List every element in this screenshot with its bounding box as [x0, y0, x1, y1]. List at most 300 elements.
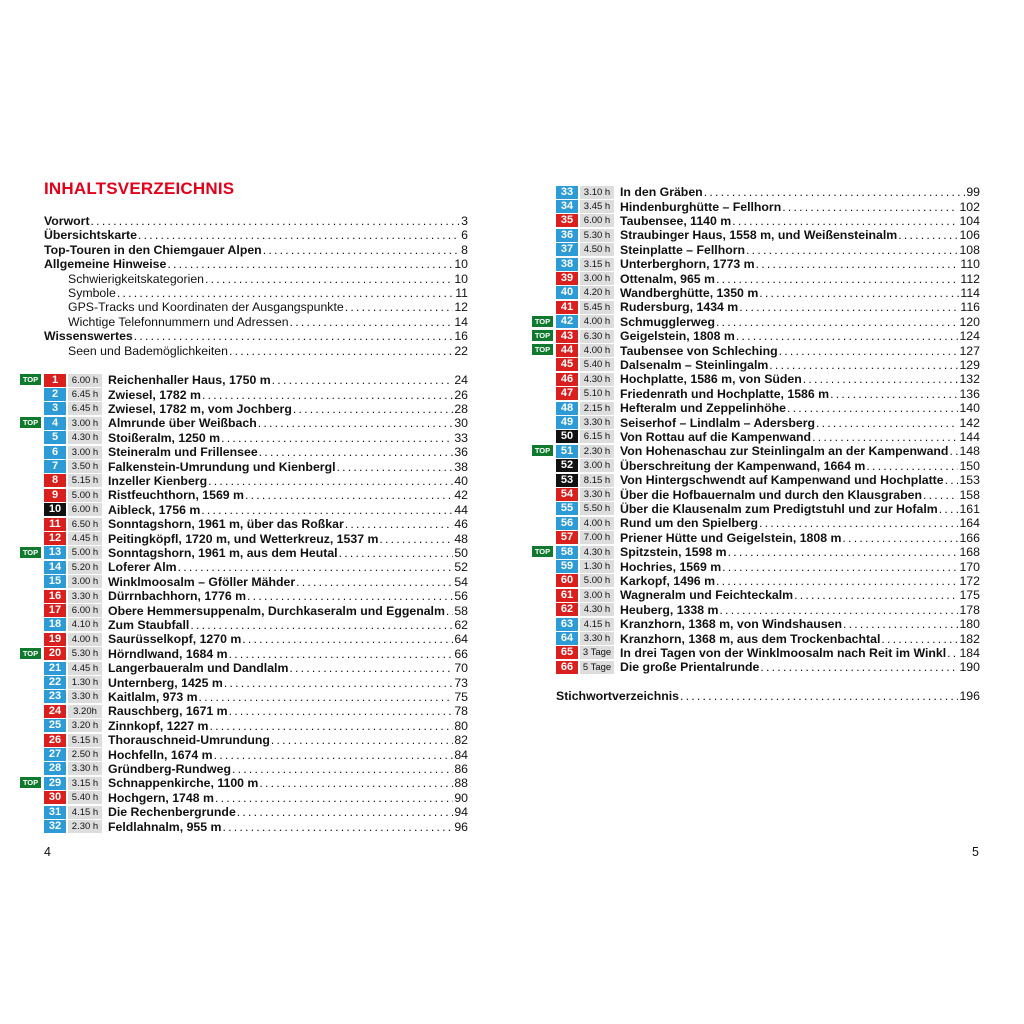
tour-page: 148	[959, 444, 980, 459]
title: INHALTSVERZEICHNIS	[44, 179, 235, 198]
tour-duration: 6.00 h	[68, 503, 102, 516]
tour-duration: 4.10 h	[68, 618, 102, 631]
toc-entry-page: 6	[461, 228, 468, 243]
leader-dots	[866, 459, 958, 473]
tour-page: 120	[959, 314, 980, 329]
tour-page: 180	[959, 617, 980, 632]
tour-duration: 3.00 h	[580, 459, 614, 472]
tour-duration: 5.10 h	[580, 387, 614, 400]
leader-dots	[379, 532, 453, 546]
tour-entry[interactable]	[556, 401, 980, 415]
tour-entry[interactable]	[22, 545, 468, 560]
tour-entry[interactable]	[44, 805, 468, 819]
tour-entry[interactable]	[556, 459, 980, 473]
leader-dots	[117, 286, 454, 300]
tour-duration: 3.00 h	[68, 446, 102, 459]
tour-page: 182	[959, 631, 980, 646]
tour-page: 136	[959, 386, 980, 401]
tour-entry[interactable]	[44, 762, 468, 776]
tour-entry[interactable]	[556, 358, 980, 372]
tour-number: 42	[556, 315, 578, 328]
leader-dots	[202, 388, 453, 402]
leader-dots	[736, 329, 959, 343]
tour-entry[interactable]	[44, 733, 468, 747]
tour-title: Obere Hemmersuppenalm, Durchkaseralm und Eggenalm	[108, 603, 445, 618]
tour-entry[interactable]	[44, 387, 468, 401]
tour-page: 44	[454, 502, 468, 517]
tour-page: 164	[959, 516, 980, 531]
tour-duration: 5.00 h	[68, 546, 102, 559]
tour-entry[interactable]	[534, 545, 980, 560]
leader-dots	[339, 546, 454, 560]
toc-entry-title: Allgemeine Hinweise	[44, 257, 167, 272]
tour-page: 184	[959, 645, 980, 660]
tour-title: In drei Tagen von der Winklmoosalm nach Reit im Winkl	[620, 645, 947, 660]
tour-title: Von Rottau auf die Kampenwand	[620, 429, 812, 444]
leader-dots	[680, 689, 958, 703]
leader-dots	[759, 516, 958, 530]
leader-dots	[756, 257, 960, 271]
tour-title: Hochplatte, 1586 m, von Süden	[620, 372, 802, 387]
tour-entry[interactable]	[44, 791, 468, 805]
tour-title: Von Hohenaschau zur Steinlingalm an der Kampenwand	[620, 444, 949, 459]
tour-title: Die große Prientalrunde	[620, 660, 760, 675]
tour-page: 96	[454, 819, 468, 834]
tour-page: 86	[454, 761, 468, 776]
tour-duration: 3.20h	[68, 705, 102, 718]
tour-page: 38	[454, 459, 468, 474]
leader-dots	[208, 474, 453, 488]
tour-page: 75	[454, 689, 468, 704]
tour-entry[interactable]	[44, 503, 468, 517]
tour-page: 110	[960, 257, 980, 272]
tour-number: 1	[44, 374, 66, 387]
tour-entry[interactable]	[44, 819, 468, 833]
tour-entry[interactable]	[44, 675, 468, 689]
tour-entry[interactable]	[44, 560, 468, 574]
tour-duration: 5.15 h	[68, 474, 102, 487]
tour-number: 10	[44, 503, 66, 516]
toc-entry[interactable]	[68, 344, 468, 358]
top-badge: TOP	[532, 546, 553, 557]
tour-duration: 3.00 h	[68, 417, 102, 430]
tour-number: 22	[44, 676, 66, 689]
tour-number: 14	[44, 561, 66, 574]
tour-number: 6	[44, 446, 66, 459]
page-number-right: 5	[972, 845, 979, 859]
tour-title: Hochfelln, 1674 m	[108, 747, 213, 762]
leader-dots	[716, 574, 958, 588]
tour-duration: 3.30 h	[68, 690, 102, 703]
tour-number: 66	[556, 661, 578, 674]
tour-entry[interactable]	[556, 199, 980, 213]
tour-duration: 4.45 h	[68, 532, 102, 545]
tour-number: 36	[556, 229, 578, 242]
leader-dots	[843, 617, 959, 631]
leader-dots	[739, 300, 959, 314]
tour-entry[interactable]	[44, 531, 468, 545]
tour-number: 30	[44, 791, 66, 804]
tour-title: Kaitlalm, 973 m	[108, 689, 198, 704]
tour-entry[interactable]	[556, 502, 980, 516]
tour-entry[interactable]	[44, 603, 468, 617]
toc-entry[interactable]	[44, 329, 468, 343]
tour-number: 50	[556, 430, 578, 443]
tour-entry[interactable]	[556, 243, 980, 257]
tour-title: Rund um den Spielberg	[620, 516, 759, 531]
top-badge: TOP	[20, 374, 41, 385]
index-entry[interactable]	[556, 689, 980, 703]
tour-duration: 3.30 h	[580, 488, 614, 501]
tour-title: Feldlahnalm, 955 m	[108, 819, 222, 834]
tour-entry[interactable]	[44, 704, 468, 718]
leader-dots	[345, 300, 454, 314]
tour-number: 16	[44, 590, 66, 603]
tour-number: 12	[44, 532, 66, 545]
tour-page: 102	[959, 199, 980, 214]
tour-number: 23	[44, 690, 66, 703]
tour-entry[interactable]	[556, 617, 980, 631]
tour-page: 178	[959, 602, 980, 617]
tour-entry[interactable]	[44, 661, 468, 675]
tour-duration: 5.20 h	[68, 561, 102, 574]
leader-dots	[842, 531, 958, 545]
toc-entry-title: Vorwort	[44, 213, 90, 228]
tour-entry[interactable]	[556, 603, 980, 617]
leader-dots	[237, 805, 454, 819]
leader-dots	[272, 373, 454, 387]
tour-number: 39	[556, 272, 578, 285]
toc-entry-title: GPS-Tracks und Koordinaten der Ausgangspunkte	[68, 300, 344, 315]
leader-dots	[215, 791, 453, 805]
tour-title: Inzeller Kienberg	[108, 473, 208, 488]
tour-number: 59	[556, 560, 578, 573]
tour-page: 58	[454, 603, 468, 618]
tour-title: Über die Hofbauernalm und durch den Klausgraben	[620, 487, 922, 502]
tour-entry[interactable]	[44, 488, 468, 502]
leader-dots	[259, 776, 453, 790]
tour-title: Langerbaueralm und Dandlalm	[108, 661, 289, 676]
tour-number: 7	[44, 460, 66, 473]
tour-title: Von Hintergschwendt auf Kampenwand und Hochplatte	[620, 473, 944, 488]
tour-number: 35	[556, 214, 578, 227]
toc-entry[interactable]	[44, 243, 468, 257]
leader-dots	[263, 243, 460, 257]
tour-entry[interactable]	[556, 531, 980, 545]
tour-duration: 5.40 h	[580, 358, 614, 371]
tour-entry[interactable]	[22, 416, 468, 431]
tour-duration: 2.15 h	[580, 402, 614, 415]
tour-entry[interactable]	[556, 574, 980, 588]
leader-dots	[229, 704, 454, 718]
toc-entry-page: 12	[454, 300, 468, 315]
tour-number: 33	[556, 186, 578, 199]
tour-number: 9	[44, 489, 66, 502]
tour-duration: 7.00 h	[580, 531, 614, 544]
tour-entry[interactable]	[44, 459, 468, 473]
top-badge: TOP	[20, 777, 41, 788]
tour-entry[interactable]	[556, 286, 980, 300]
leader-dots	[259, 445, 454, 459]
leader-dots	[794, 588, 958, 602]
tour-entry[interactable]	[534, 343, 980, 358]
leader-dots	[134, 329, 454, 343]
leader-dots	[779, 344, 959, 358]
tour-title: Spitzstein, 1598 m	[620, 545, 727, 560]
tour-number: 8	[44, 474, 66, 487]
tour-entry[interactable]	[534, 444, 980, 459]
page-number-left: 4	[44, 845, 51, 859]
tour-title: Rudersburg, 1434 m	[620, 300, 739, 315]
tour-duration: 6.45 h	[68, 388, 102, 401]
tour-title: Taubensee, 1140 m	[620, 213, 732, 228]
tour-entry[interactable]	[556, 372, 980, 386]
leader-dots	[245, 488, 453, 502]
tour-duration: 6.00 h	[68, 374, 102, 387]
tour-page: 166	[959, 530, 980, 545]
toc-entry-title: Übersichtskarte	[44, 228, 137, 243]
leader-dots	[939, 502, 959, 516]
toc-entry[interactable]	[68, 315, 468, 329]
tour-duration: 6.50 h	[68, 518, 102, 531]
tour-page: 114	[960, 285, 980, 300]
tour-entry[interactable]	[22, 776, 468, 791]
tour-duration: 1.30 h	[68, 676, 102, 689]
leader-dots	[289, 661, 453, 675]
tour-number: 4	[44, 417, 66, 430]
tour-number: 47	[556, 387, 578, 400]
index-title: Stichwortverzeichnis	[556, 688, 680, 703]
tour-entry[interactable]	[44, 402, 468, 416]
tour-title: Zwiesel, 1782 m, vom Jochberg	[108, 401, 292, 416]
tour-page: 112	[960, 271, 980, 286]
toc-entry-title: Schwierigkeitskategorien	[68, 271, 205, 286]
tour-duration: 3.15 h	[580, 258, 614, 271]
tour-number: 53	[556, 474, 578, 487]
tour-number: 28	[44, 762, 66, 775]
tour-entry[interactable]	[44, 719, 468, 733]
tour-entry[interactable]	[556, 588, 980, 602]
tour-title: Dürrnbachhorn, 1776 m	[108, 589, 247, 604]
tour-entry[interactable]	[44, 632, 468, 646]
tour-entry[interactable]	[556, 631, 980, 645]
leader-dots	[199, 690, 454, 704]
leader-dots	[138, 228, 460, 242]
tour-number: 46	[556, 373, 578, 386]
toc-entry-page: 10	[454, 271, 468, 286]
tour-page: 90	[454, 790, 468, 805]
toc-entry[interactable]	[44, 228, 468, 242]
tour-number: 55	[556, 502, 578, 515]
tour-title: Thorauschneid-Umrundung	[108, 733, 270, 748]
tour-number: 48	[556, 402, 578, 415]
tour-page: 33	[454, 430, 468, 445]
tour-entry[interactable]	[44, 690, 468, 704]
tour-title: In den Gräben	[620, 185, 703, 200]
tour-number: 3	[44, 402, 66, 415]
tour-entry[interactable]	[44, 575, 468, 589]
tour-duration: 3.30 h	[580, 632, 614, 645]
toc-entry-page: 14	[454, 314, 468, 329]
tour-entry[interactable]	[44, 589, 468, 603]
tour-page: 52	[454, 560, 468, 575]
tour-title: Rauschberg, 1671 m	[108, 704, 228, 719]
toc-entry-title: Seen und Bademöglichkeiten	[68, 343, 228, 358]
tour-title: Sonntagshorn, 1961 m, über das Roßkar	[108, 517, 344, 532]
leader-dots	[923, 488, 958, 502]
tour-title: Unterberghorn, 1773 m	[620, 257, 755, 272]
toc-entry[interactable]	[68, 272, 468, 286]
tour-page: 64	[454, 632, 468, 647]
tour-entry[interactable]	[556, 387, 980, 401]
tour-title: Überschreitung der Kampenwand, 1664 m	[620, 458, 866, 473]
leader-dots	[719, 603, 958, 617]
tour-entry[interactable]	[556, 430, 980, 444]
tour-number: 13	[44, 546, 66, 559]
tour-entry[interactable]	[556, 559, 980, 573]
leader-dots	[949, 444, 958, 458]
tour-title: Schmugglerweg	[620, 314, 715, 329]
tour-entry[interactable]	[556, 473, 980, 487]
tour-title: Sonntagshorn, 1961 m, aus dem Heutal	[108, 545, 338, 560]
tour-entry[interactable]	[534, 314, 980, 329]
tour-entry[interactable]	[556, 214, 980, 228]
tour-entry[interactable]	[44, 517, 468, 531]
tour-title: Wagneralm und Feichteckalm	[620, 588, 794, 603]
tour-page: 127	[959, 343, 980, 358]
tour-entry[interactable]	[22, 373, 468, 388]
leader-dots	[221, 431, 453, 445]
tour-entry[interactable]	[44, 747, 468, 761]
tour-title: Zinnkopf, 1227 m	[108, 718, 209, 733]
leader-dots	[178, 560, 454, 574]
tour-entry[interactable]	[556, 516, 980, 530]
leader-dots	[247, 589, 453, 603]
toc-entry[interactable]	[68, 300, 468, 314]
tour-duration: 4.00 h	[68, 633, 102, 646]
tour-duration: 5.45 h	[580, 301, 614, 314]
tour-number: 56	[556, 517, 578, 530]
tour-title: Ristfeuchthorn, 1569 m	[108, 488, 244, 503]
tour-number: 61	[556, 589, 578, 602]
toc-entry[interactable]	[44, 257, 468, 271]
toc-entry[interactable]	[68, 286, 468, 300]
tour-title: Stoißeralm, 1250 m	[108, 430, 221, 445]
leader-dots	[812, 430, 958, 444]
tour-number: 45	[556, 358, 578, 371]
tour-number: 20	[44, 647, 66, 660]
tour-entry[interactable]	[22, 646, 468, 661]
tour-page: 26	[454, 387, 468, 402]
tour-page: 170	[959, 559, 980, 574]
tour-number: 58	[556, 546, 578, 559]
tour-entry[interactable]	[556, 660, 980, 674]
tour-page: 42	[454, 488, 468, 503]
tour-title: Heuberg, 1338 m	[620, 602, 719, 617]
tour-entry[interactable]	[556, 257, 980, 271]
leader-dots	[222, 820, 453, 834]
tour-duration: 2.30 h	[580, 445, 614, 458]
tour-title: Almrunde über Weißbach	[108, 416, 257, 431]
tour-entry[interactable]	[556, 228, 980, 242]
tour-entry[interactable]	[556, 185, 980, 199]
tour-number: 17	[44, 604, 66, 617]
tour-number: 43	[556, 330, 578, 343]
tour-number: 44	[556, 344, 578, 357]
tour-title: Steineralm und Frillensee	[108, 445, 258, 460]
leader-dots	[803, 372, 959, 386]
tour-page: 48	[454, 531, 468, 546]
tour-entry[interactable]	[44, 431, 468, 445]
leader-dots	[209, 719, 453, 733]
tour-page: 66	[454, 646, 468, 661]
tour-title: Taubensee von Schleching	[620, 343, 778, 358]
leader-dots	[722, 560, 958, 574]
leader-dots	[190, 618, 453, 632]
leader-dots	[881, 632, 958, 646]
tour-entry[interactable]	[556, 646, 980, 660]
tour-duration: 3.15 h	[68, 777, 102, 790]
toc-entry-page: 3	[461, 213, 468, 228]
tour-entry[interactable]	[556, 415, 980, 429]
tour-duration: 4.45 h	[68, 662, 102, 675]
tour-title: Wandberghütte, 1350 m	[620, 285, 759, 300]
tour-duration: 3.10 h	[580, 186, 614, 199]
toc-entry-page: 16	[454, 329, 468, 344]
tour-page: 104	[959, 213, 980, 228]
tour-entry[interactable]	[534, 329, 980, 344]
tour-entry[interactable]	[556, 271, 980, 285]
tour-number: 18	[44, 618, 66, 631]
tour-title: Die Rechenbergrunde	[108, 805, 236, 820]
top-badge: TOP	[532, 445, 553, 456]
tour-number: 27	[44, 748, 66, 761]
tour-number: 31	[44, 806, 66, 819]
leader-dots	[232, 762, 453, 776]
leader-dots	[945, 473, 959, 487]
tour-page: 78	[454, 704, 468, 719]
tour-page: 36	[454, 445, 468, 460]
tour-page: 108	[959, 242, 980, 257]
tour-entry[interactable]	[44, 618, 468, 632]
tour-duration: 3.00 h	[580, 589, 614, 602]
toc-entry-page: 8	[461, 242, 468, 257]
leader-dots	[746, 243, 958, 257]
toc-entry[interactable]	[44, 214, 468, 228]
tour-entry[interactable]	[556, 300, 980, 314]
tour-entry[interactable]	[44, 474, 468, 488]
leader-dots	[337, 460, 454, 474]
tour-duration: 5.15 h	[68, 734, 102, 747]
leader-dots	[728, 545, 959, 559]
tour-duration: 1.30 h	[580, 560, 614, 573]
leader-dots	[898, 228, 958, 242]
tour-number: 62	[556, 603, 578, 616]
leader-dots	[91, 214, 461, 228]
tour-page: 40	[454, 473, 468, 488]
tour-entry[interactable]	[556, 487, 980, 501]
tour-entry[interactable]	[44, 445, 468, 459]
tour-number: 57	[556, 531, 578, 544]
tour-duration: 4.50 h	[580, 243, 614, 256]
tour-page: 153	[959, 473, 980, 488]
tour-duration: 4.15 h	[68, 806, 102, 819]
leader-dots	[167, 257, 453, 271]
tour-title: Geigelstein, 1808 m	[620, 329, 735, 344]
tour-title: Gründberg-Rundweg	[108, 761, 231, 776]
tour-title: Karkopf, 1496 m	[620, 573, 716, 588]
tour-title: Schnappenkirche, 1100 m	[108, 776, 259, 791]
